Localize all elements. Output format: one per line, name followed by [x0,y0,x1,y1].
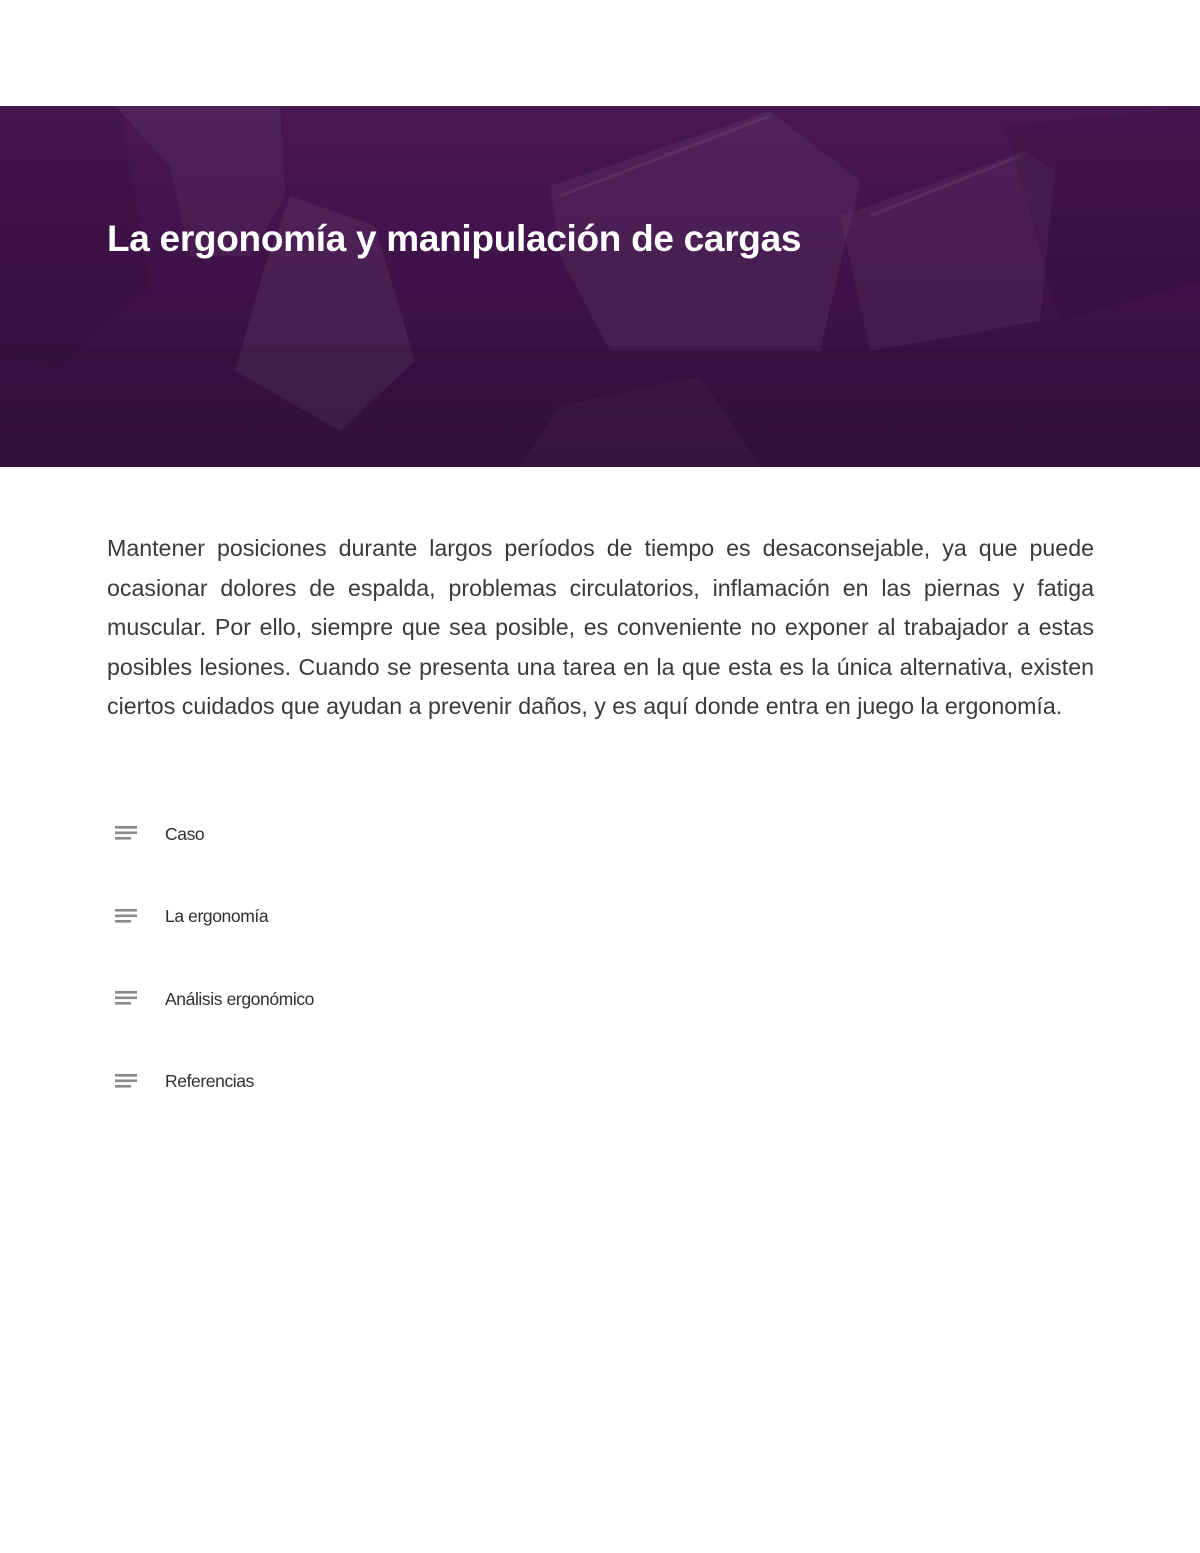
hero-background-image [0,106,1200,467]
toc-item-referencias[interactable] [113,1059,613,1105]
toc-item-label: La ergonomía [165,906,269,926]
text-lines-icon [113,907,139,927]
intro-paragraph: Mantener posiciones durante largos períodos de tiempo es desaconsejable, ya que puede ocasionar dolores de espalda, problemas circulatorios, inflamación en las piernas y fatiga muscular. Por ello, siempre que sea posible, es conveniente no exponer al trabajador a estas posibles lesiones. Cuando se presenta una tarea en la que esta es la única alternativa, existen ciertos cuidados que ayudan a prevenir daños, y es aquí donde entra en juego la ergonomía. [107,535,1094,719]
text-lines-icon [113,989,139,1009]
text-lines-icon [113,824,139,844]
toc-item-analisis-ergonomico[interactable] [113,976,613,1022]
toc-item-label: Referencias [165,1071,254,1091]
text-lines-icon [113,1072,139,1092]
toc-item-caso[interactable] [113,811,613,857]
toc-item-label: Análisis ergonómico [165,988,315,1009]
page-title: La ergonomía y manipulación de cargas [107,218,802,259]
toc-item-label: Caso [165,823,205,844]
toc-item-la-ergonomia[interactable] [113,894,613,940]
hero-banner [0,106,1200,467]
table-of-contents [113,811,613,1141]
